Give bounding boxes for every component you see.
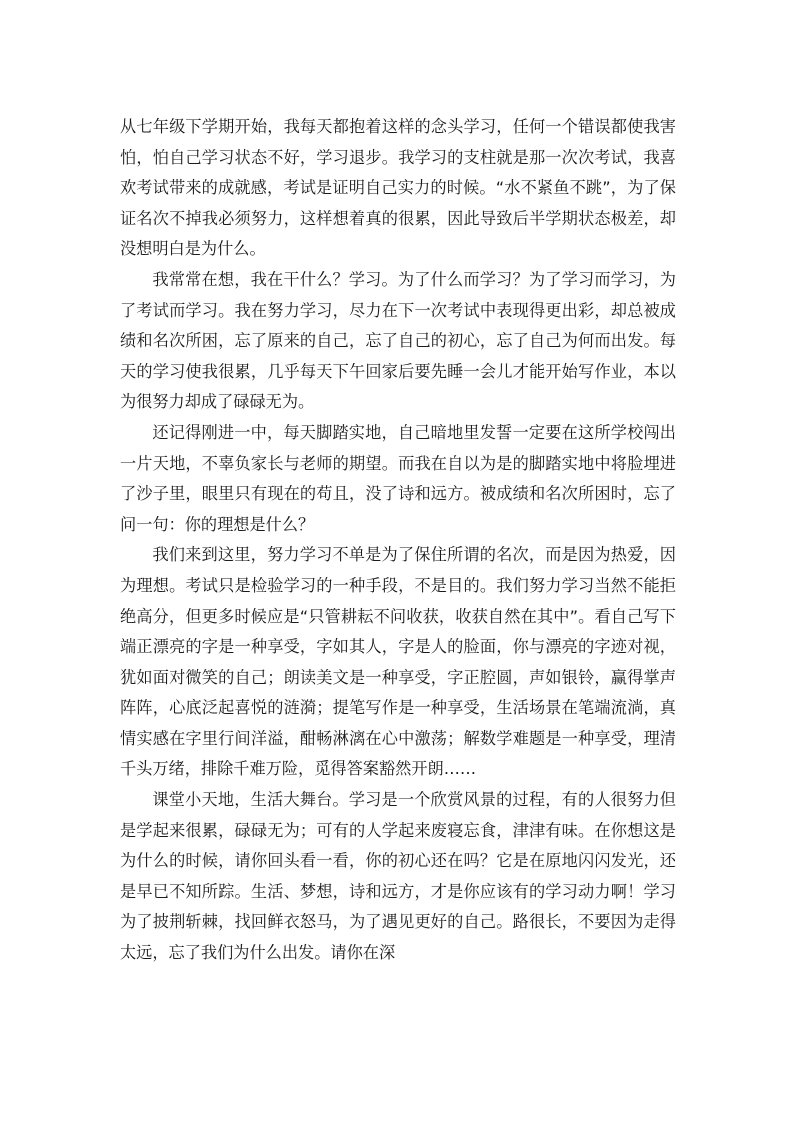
paragraph-1: 从七年级下学期开始，我每天都抱着这样的念头学习，任何一个错误都使我害怕，怕自己学习状态不好，学习退步。我学习的支柱就是那一次次考试，我喜欢考试带来的成就感，考试是证明自己实力的时候。“水不紧鱼不跳”，为了保证名次不掉我必须努力，这样想着真的很累，因此导致后半学期状态极差，却没想明白是为什么。 [120,117,676,259]
document-page [120,112,676,969]
paragraph-5: 课堂小天地，生活大舞台。学习是一个欣赏风景的过程，有的人很努力但是学起来很累，碌碌无为；可有的人学起来废寝忘食，津津有味。在你想这是为什么的时候，请你回头看一看，你的初心还在吗？它是在原地闪闪发光，还是早已不知所踪。生活、梦想，诗和远方，才是你应该有的学习动力啊！学习为了披荆斩棘，找回鲜衣怒马，为了遇见更好的自己。路很长，不要因为走得太远，忘了我们为什么出发。请你在深 [120,790,676,963]
paragraph-3: 还记得刚进一中，每天脚踏实地，自己暗地里发誓一定要在这所学校闯出一片天地，不辜负家长与老师的期望。而我在自以为是的脚踏实地中将脸埋进了沙子里，眼里只有现在的苟且，没了诗和远方。被成绩和名次所困时，忘了问一句：你的理想是什么？ [120,422,676,534]
paragraph-4: 我们来到这里，努力学习不单是为了保住所谓的名次，而是因为热爱，因为理想。考试只是检验学习的一种手段，不是目的。我们努力学习当然不能拒绝高分，但更多时候应是“只管耕耘不问收获，收获自然在其中”。看自己写下端正漂亮的字是一种享受，字如其人，字是人的脸面，你与漂亮的字迹对视，犹如面对微笑的自己；朗读美文是一种享受，字正腔圆，声如银铃，赢得掌声阵阵，心底泛起喜悦的涟漪；提笔写作是一种享受，生活场景在笔端流淌，真情实感在字里行间洋溢，酣畅淋漓在心中激荡；解数学难题是一种享受，理清千头万绪，排除千难万险，觅得答案豁然开朗…… [120,545,676,779]
paragraph-2: 我常常在想，我在干什么？学习。为了什么而学习？为了学习而学习，为了考试而学习。我在努力学习，尽力在下一次考试中表现得更出彩，却总被成绩和名次所困，忘了原来的自己，忘了自己的初心，忘了自己为何而出发。每天的学习使我很累，几乎每天下午回家后要先睡一会儿才能开始写作业，本以为很努力却成了碌碌无为。 [120,269,676,412]
